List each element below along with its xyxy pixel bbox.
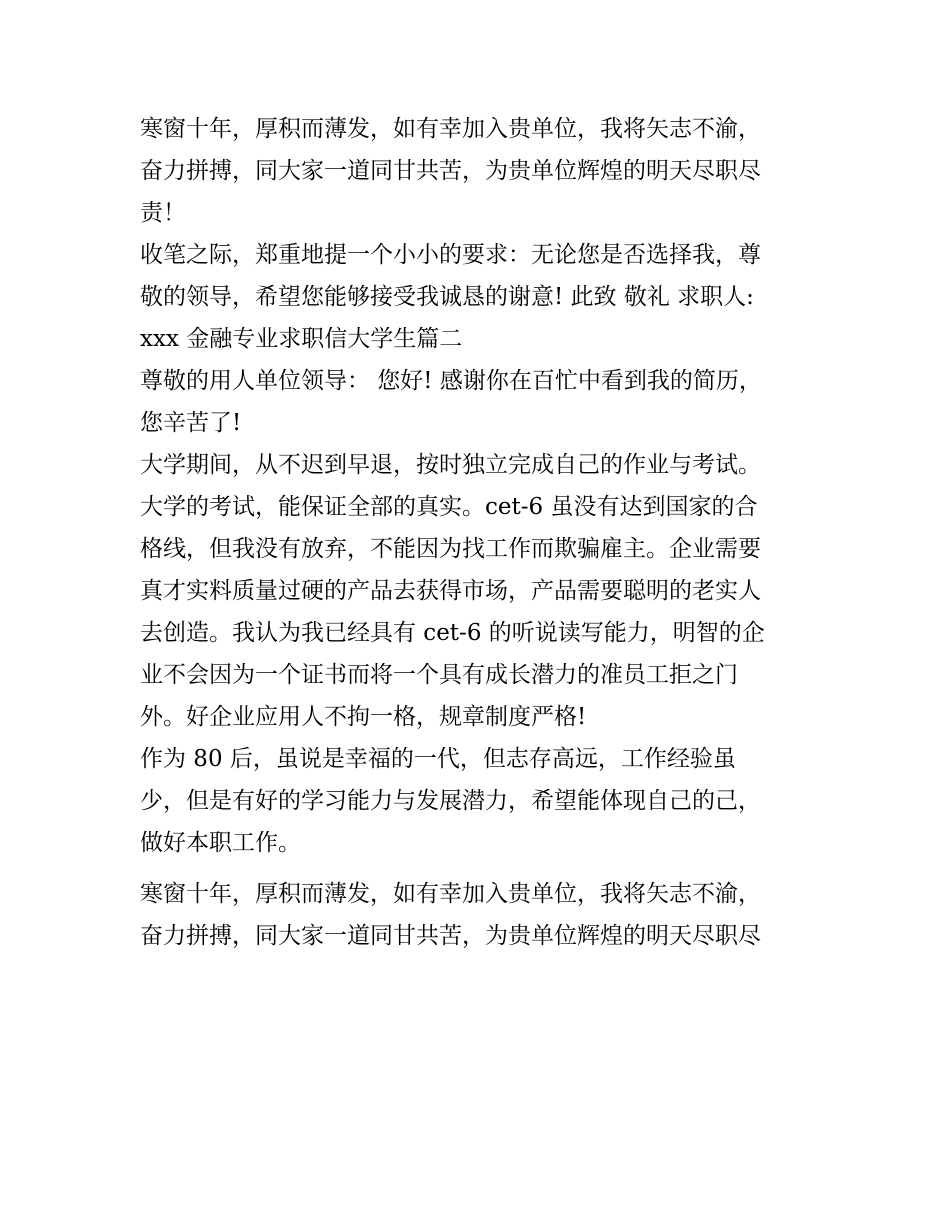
text-line: 去创造。我认为我已经具有 cet-6 的听说读写能力，明智的企	[140, 620, 765, 646]
text-line: 大学的考试，能保证全部的真实。cet-6 虽没有达到国家的合	[140, 494, 758, 520]
text-line: 收笔之际，郑重地提一个小小的要求：无论您是否选择我，尊	[140, 242, 761, 268]
text-line: 奋力拼搏，同大家一道同甘共苦，为贵单位辉煌的明天尽职尽	[140, 158, 761, 184]
text-line: 大学期间，从不迟到早退，按时独立完成自己的作业与考试。	[140, 452, 761, 478]
text-line: 敬的领导，希望您能够接受我诚恳的谢意! 此致 敬礼 求职人:	[140, 284, 754, 310]
text-line: 作为 80 后，虽说是幸福的一代，但志存高远，工作经验虽	[140, 746, 736, 772]
text-line: 您辛苦了!	[140, 410, 242, 436]
text-line: 奋力拼搏，同大家一道同甘共苦，为贵单位辉煌的明天尽职尽	[140, 923, 761, 949]
text-line: 责！	[140, 200, 186, 226]
text-line: 格线，但我没有放弃，不能因为找工作而欺骗雇主。企业需要	[140, 536, 761, 562]
text-line: 外。好企业应用人不拘一格，规章制度严格!	[140, 704, 587, 730]
text-line: 少，但是有好的学习能力与发展潜力，希望能体现自己的己，	[140, 788, 761, 814]
text-line: 做好本职工作。	[140, 830, 301, 856]
text-line: 寒窗十年，厚积而薄发，如有幸加入贵单位，我将矢志不渝，	[140, 881, 761, 907]
text-line: 真才实料质量过硬的产品去获得市场，产品需要聪明的老实人	[140, 578, 761, 604]
text-line: xxx 金融专业求职信大学生篇二	[140, 326, 463, 352]
text-line: 业不会因为一个证书而将一个具有成长潜力的准员工拒之门	[140, 662, 738, 688]
text-line: 寒窗十年，厚积而薄发，如有幸加入贵单位，我将矢志不渝，	[140, 116, 761, 142]
document-body	[140, 110, 820, 959]
text-line: 尊敬的用人单位领导： 您好! 感谢你在百忙中看到我的简历，	[140, 368, 762, 394]
